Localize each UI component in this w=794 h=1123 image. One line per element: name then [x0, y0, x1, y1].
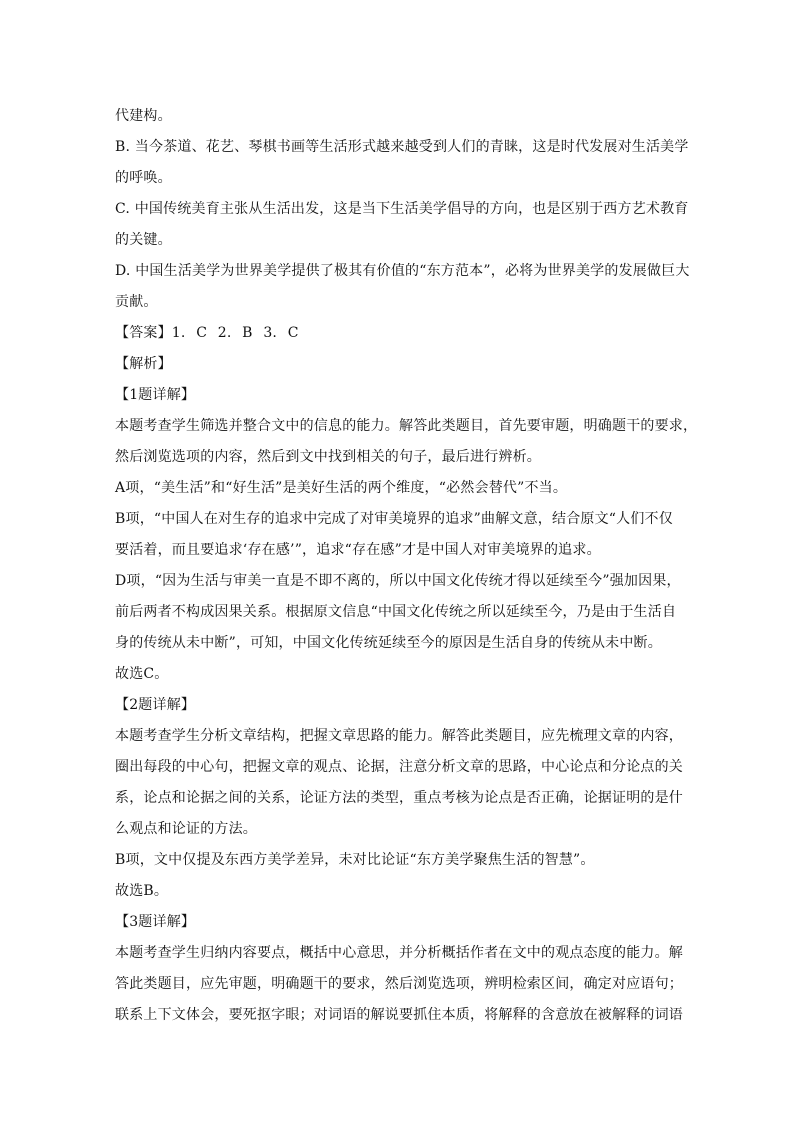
text-line: 系，论点和论据之间的关系，论证方法的类型，重点考核为论点是否正确，论据证明的是什: [115, 790, 683, 806]
text-line: 本题考查学生归纳内容要点，概括中心意思，并分析概括作者在文中的观点态度的能力。解: [115, 945, 683, 961]
text-line: 代建构。: [115, 108, 172, 124]
text-line: 要活着，而且要追求‘存在感’”，追求“存在感”才是中国人对审美境界的追求。: [115, 542, 601, 558]
question-2-heading: 【2题详解】: [115, 697, 196, 713]
option-d-line: D. 中国生活美学为世界美学提供了极其有价值的“东方范本”，必将为世界美学的发展做巨大: [115, 263, 690, 279]
answer-line: 【答案】1. C 2. B 3. C: [115, 325, 299, 341]
text-line: 身的传统从未中断”，可知，中国文化传统延续至今的原因是生活自身的传统从未中断。: [115, 635, 662, 651]
text-line: A项，“美生活”和“好生活”是美好生活的两个维度，“必然会替代”不当。: [115, 480, 568, 496]
text-line: 的关键。: [115, 232, 172, 248]
text-line: 前后两者不构成因果关系。根据原文信息“中国文化传统之所以延续至今，乃是由于生活自: [115, 604, 677, 620]
text-line: B项，“中国人在对生存的追求中完成了对审美境界的追求”曲解文意，结合原文“人们不仅: [115, 511, 673, 527]
text-line: 然后浏览选项的内容，然后到文中找到相关的句子，最后进行辨析。: [115, 449, 541, 465]
text-line: 本题考查学生分析文章结构，把握文章思路的能力。解答此类题目，应先梳理文章的内容，: [115, 728, 683, 744]
text-line: 本题考查学生筛选并整合文中的信息的能力。解答此类题目，首先要审题，明确题干的要求，: [115, 418, 698, 434]
analysis-heading: 【解析】: [115, 356, 172, 372]
document-body: [115, 101, 698, 1031]
text-line: B项，文中仅提及东西方美学差异，未对比论证“东方美学聚焦生活的智慧”。: [115, 852, 595, 868]
question-1-heading: 【1题详解】: [115, 387, 196, 403]
text-line: 故选B。: [115, 883, 169, 899]
question-3-heading: 【3题详解】: [115, 914, 196, 930]
text-line: 圈出每段的中心句，把握文章的观点、论据，注意分析文章的思路，中心论点和分论点的关: [115, 759, 683, 775]
option-b-line: B. 当今茶道、花艺、琴棋书画等生活形式越来越受到人们的青睐，这是时代发展对生活美学: [115, 139, 689, 155]
text-line: 答此类题目，应先审题，明确题干的要求，然后浏览选项，辨明检索区间，确定对应语句；: [115, 976, 683, 992]
text-line: D项，“因为生活与审美一直是不即不离的，所以中国文化传统才得以延续至今”强加因果，: [115, 573, 681, 589]
option-c-line: C. 中国传统美育主张从生活出发，这是当下生活美学倡导的方向，也是区别于西方艺术教育: [115, 201, 689, 217]
text-line: 故选C。: [115, 666, 169, 682]
text-line: 贡献。: [115, 294, 158, 310]
text-line: 联系上下文体会，要死抠字眼；对词语的解说要抓住本质，将解释的含意放在被解释的词语: [115, 1007, 683, 1023]
text-line: 么观点和论证的方法。: [115, 821, 257, 837]
text-line: 的呼唤。: [115, 170, 172, 186]
